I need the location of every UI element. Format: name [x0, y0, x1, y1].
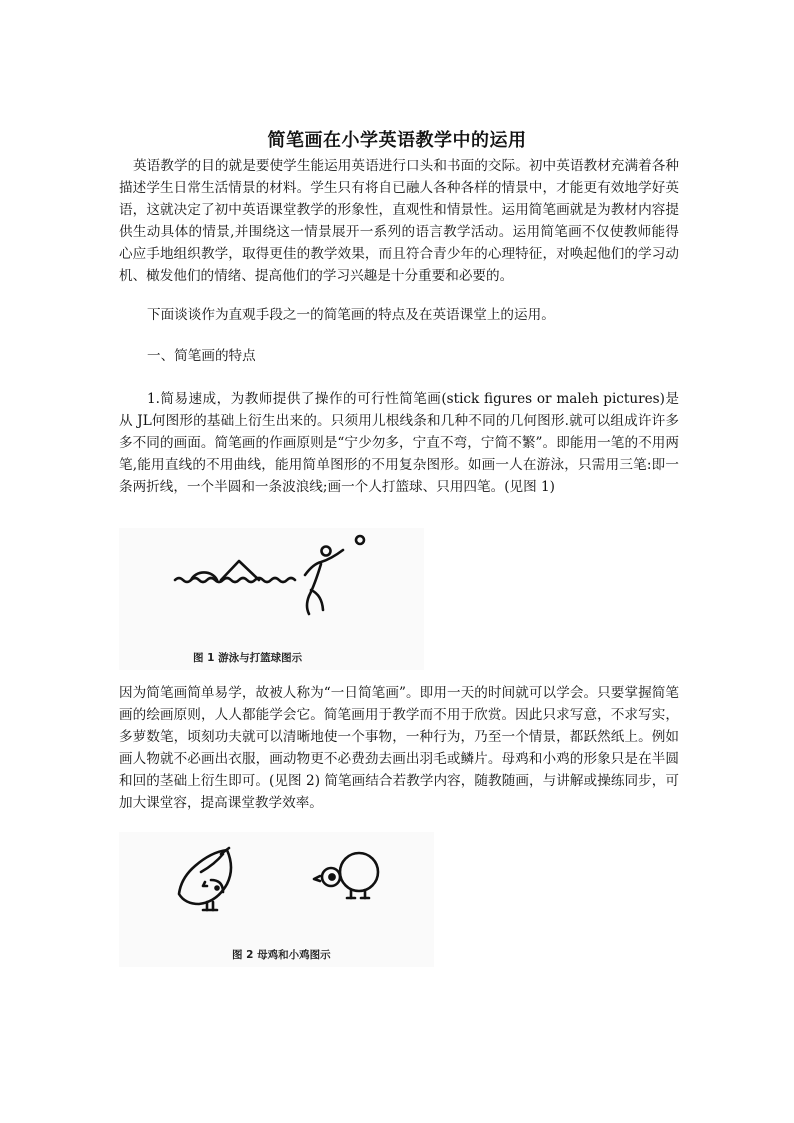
figure-1-caption: 图 1 游泳与打篮球图示 — [193, 652, 303, 664]
paragraph-overview: 下面谈谈作为直观手段之一的简笔画的特点及在英语课堂上的运用。 — [147, 307, 555, 323]
chick-beak — [314, 876, 320, 881]
document-title: 简笔画在小学英语教学中的运用 — [267, 130, 527, 151]
chick-body — [340, 853, 378, 891]
hen-beak — [203, 882, 207, 886]
hen-eye — [216, 887, 219, 890]
paragraph-intro: 英语教学的目的就是要使学生能运用英语进行口头和书面的交际。初中英语教材充满着各种描述学生日常生活情景的材料。学生只有将自已融人各种各样的情景中，才能更有效地学好英语，这就决定了初中英语课堂教学的形象性，直观性和情景性。运用简笔画就是为教材内容提供生动具体的情景,并围绕这一情景展开一系列的语言教学活动。运用简笔画不仅使教师能得心应手地组织教学，取得更佳的教学效果，而且符合青少年的心理特征，对唤起他们的学习动机、橄发他们的情绪、提高他们的学习兴趣是十分重要和必要的。 — [119, 158, 679, 284]
basketball — [356, 536, 364, 544]
hen-body — [179, 850, 231, 904]
paragraph-feature-1: 1.简易速成，为教师提供了操作的可行性简笔画(stick figures or maleh pictures)是从 JL何图形的基础上衍生出来的。只须用儿根线条和几种不同的几何图形.就可以组成许许多多不同的画面。简笔画的作画原则是“宁少勿多，宁直不弯，宁简不繁”。即能用一笔的不用两笔,能用直线的不用曲线，能用简单图形的不用复杂图形。如画一人在游泳，只需用三笔:即一条两折线，一个半圆和一条波浪线;画一个人打篮球、只用四笔。(见图 1) — [119, 391, 679, 495]
swimmer-water — [175, 578, 295, 582]
figure-swimming-basketball — [119, 528, 424, 670]
section-heading: 一、简笔画的特点 — [147, 348, 256, 364]
chick-eye — [329, 874, 334, 879]
figure-2-caption: 图 2 母鸡和小鸡图示 — [232, 949, 331, 961]
hen-wing — [201, 854, 223, 872]
swim-basketball-drawing — [119, 528, 424, 670]
figure-hen-chick — [119, 832, 434, 967]
player-head — [322, 547, 331, 556]
player-leg — [311, 590, 323, 610]
paragraph-feature-2: 因为简笔画简单易学，故被人称为“一日简笔画”。即用一天的时间就可以学会。只要掌握简笔画的绘画原则，人人都能学会它。简笔画用于教学而不用于欣赏。因此只求写意，不求写实，多萝数笔，顷刻功夫就可以清晰地使一个事物，一种行为，乃至一个情景，都跃然纸上。例如画人物就不必画出衣服，画动物更不必费劲去画出羽毛或鳞片。母鸡和小鸡的形象只是在半圆和回的茎础上衍生即可。(见图 2) 简笔画结合若教学内容，随教随画，与讲解或操练同步，可加大课堂容，提高课堂教学效率。 — [119, 685, 679, 811]
